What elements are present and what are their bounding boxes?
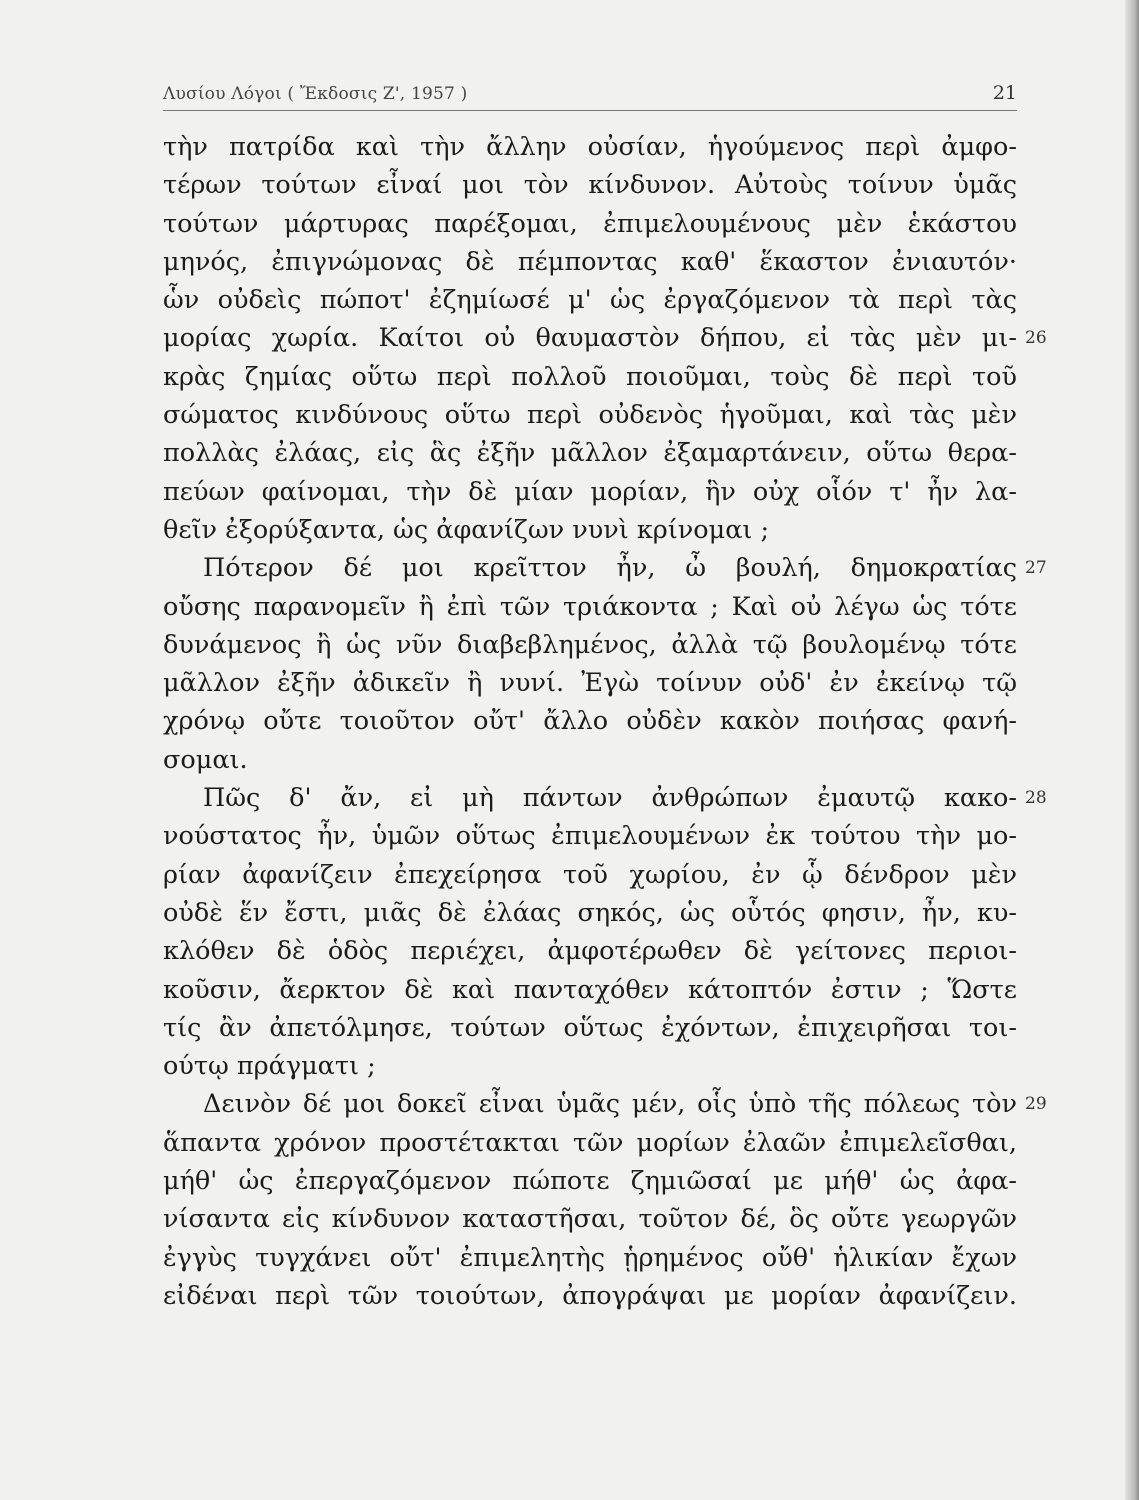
section-number: 26	[1025, 328, 1047, 349]
text-line: χρόνῳ οὔτε τοιοῦτον οὔτ' ἄλλο οὐδὲν κακὸν ποιήσας φανή-	[163, 706, 1017, 737]
text-line: σώματος κινδύνους οὕτω περὶ οὐδενὸς ἡγοῦμαι, καὶ τὰς μὲν	[163, 400, 1017, 431]
section-number: 27	[1025, 558, 1047, 579]
text-line: νούστατος ἦν, ὑμῶν οὕτως ἐπιμελουμένων ἐκ τούτου τὴν μο-	[163, 821, 1017, 852]
line-text: Πότερον δέ μοι κρεῖττον ἦν, ὦ βουλή, δημοκρατίας	[203, 553, 1017, 584]
line-text: Δεινὸν δέ μοι δοκεῖ εἶναι ὑμᾶς μέν, οἷς ὑπὸ τῆς πόλεως τὸν	[203, 1089, 1017, 1120]
text-line: τέρων τούτων εἶναί μοι τὸν κίνδυνον. Αὐτοὺς τοίνυν ὑμᾶς	[163, 170, 1017, 201]
text-line: μηνός, ἐπιγνώμονας δὲ πέμποντας καθ' ἕκαστον ἐνιαυτόν·	[163, 246, 1017, 277]
text-line: οὔσης παρανομεῖν ἢ ἐπὶ τῶν τριάκοντα ; Καὶ οὐ λέγω ὡς τότε	[163, 591, 1017, 622]
line-text: Πῶς δ' ἄν, εἰ μὴ πάντων ἀνθρώπων ἐμαυτῷ κακο-	[203, 783, 1017, 814]
text-line: οὐδὲ ἕν ἔστι, μιᾶς δὲ ἐλάας σηκός, ὡς οὗτός φησιν, ἦν, κυ-	[163, 897, 1017, 928]
text-line: θεῖν ἐξορύξαντα, ὡς ἀφανίζων νυνὶ κρίνομαι ;	[163, 514, 770, 545]
section-number: 28	[1025, 788, 1047, 809]
text-line-with-section	[163, 319, 1047, 357]
text-line: μήθ' ὡς ἐπεργαζόμενον πώποτε ζημιῶσαί με μήθ' ὡς ἀφα-	[163, 1166, 1017, 1197]
running-title: Λυσίου Λόγοι ( Ἔκδοσις Ζ', 1957 )	[163, 84, 468, 104]
text-line: κοῦσιν, ἄερκτον δὲ καὶ πανταχόθεν κάτοπτόν ἐστιν ; Ὥστε	[163, 974, 1017, 1005]
page-number: 21	[992, 82, 1017, 104]
section-number: 29	[1025, 1094, 1047, 1115]
text-line: εἰδέναι περὶ τῶν τοιούτων, ἀπογράψαι με μορίαν ἀφανίζειν.	[163, 1280, 1017, 1311]
text-line: ὧν οὐδεὶς πώποτ' ἐζημίωσέ μ' ὡς ἐργαζόμενον τὰ περὶ τὰς	[163, 285, 1017, 316]
text-line: δυνάμενος ἢ ὡς νῦν διαβεβλημένος, ἀλλὰ τῷ βουλομένῳ τότε	[163, 629, 1017, 660]
line-text: μορίας χωρία. Καίτοι οὐ θαυμαστὸν δήπου, εἰ τὰς μὲν μι-	[163, 323, 1017, 354]
text-line: ἐγγὺς τυγχάνει οὔτ' ἐπιμελητὴς ᾑρημένος οὔθ' ἡλικίαν ἔχων	[163, 1242, 1017, 1273]
text-line: ρίαν ἀφανίζειν ἐπεχείρησα τοῦ χωρίου, ἐν ᾧ δένδρον μὲν	[163, 859, 1017, 890]
text-line-with-section	[163, 1085, 1047, 1123]
text-line: ἅπαντα χρόνον προστέτακται τῶν μορίων ἐλαῶν ἐπιμελεῖσθαι,	[163, 1127, 1017, 1158]
text-line: νίσαντα εἰς κίνδυνον καταστῆσαι, τοῦτον δέ, ὃς οὔτε γεωργῶν	[163, 1204, 1017, 1235]
text-line-with-section	[163, 549, 1047, 587]
text-line-with-section	[163, 779, 1047, 817]
text-line: ούτῳ πράγματι ;	[163, 1051, 376, 1082]
running-header	[163, 80, 1017, 111]
text-line: πεύων φαίνομαι, τὴν δὲ μίαν μορίαν, ἣν οὐχ οἷόν τ' ἦν λα-	[163, 476, 1017, 507]
text-line: σομαι.	[163, 744, 248, 775]
text-line: τὴν πατρίδα καὶ τὴν ἄλλην οὐσίαν, ἡγούμενος περὶ ἀμφο-	[163, 132, 1017, 162]
text-line: πολλὰς ἐλάας, εἰς ἃς ἐξῆν μᾶλλον ἐξαμαρτάνειν, οὕτω θερα-	[163, 438, 1017, 469]
body-text	[163, 128, 1047, 1315]
text-line: κλόθεν δὲ ὁδὸς περιέχει, ἀμφοτέρωθεν δὲ γείτονες περιοι-	[163, 936, 1017, 967]
text-line: μᾶλλον ἐξῆν ἀδικεῖν ἢ νυνί. Ἐγὼ τοίνυν οὐδ' ἐν ἐκείνῳ τῷ	[163, 668, 1017, 699]
text-line: κρὰς ζημίας οὕτω περὶ πολλοῦ ποιοῦμαι, τοὺς δὲ περὶ τοῦ	[163, 361, 1017, 392]
page-edge-shadow	[1125, 0, 1139, 1500]
text-line: τούτων μάρτυρας παρέξομαι, ἐπιμελουμένους μὲν ἑκάστου	[163, 208, 1017, 239]
text-line: τίς ἂν ἀπετόλμησε, τούτων οὕτως ἐχόντων, ἐπιχειρῆσαι τοι-	[163, 1012, 1017, 1043]
